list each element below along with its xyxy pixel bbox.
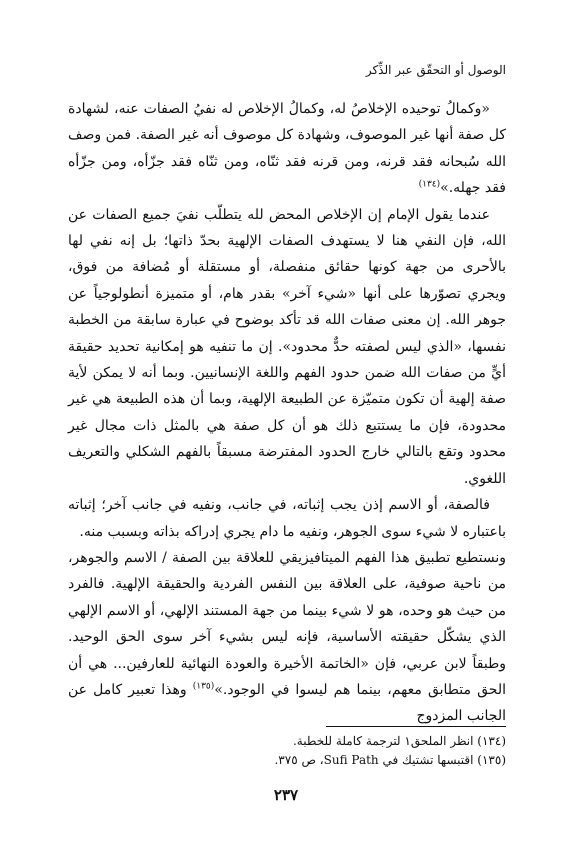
- paragraph-2-text: ونستطيع تطبيق هذا الفهم الميتافيزيقي للعلاقة بين الصفة / الاسم والجوهر، من ناحية صوفية، على العلاقة بين النفس الفردية والحقيقة الإلهية. فالفرد من حيث هو وحده، هو لا شيء بينما من جهة المستند الإلهي، أو الاسم الإلهي الذي يشكّل حقيقته الأساسية، فإنه ليس بشيء آخر سوى الحق الوحيد. وطبقاً لابن عربي، فإن «الخاتمة الأخيرة والعودة النهائية للعارفين... هي أن الحق متطابق معهم، بينما هم ليسوا في الوجود.»: [68, 549, 506, 698]
- page-number: ٢٣٧: [273, 786, 299, 804]
- paragraph-2-tail: وهذا تعبير كامل عن الجانب المزدوج: [68, 681, 506, 725]
- footnote-135-prefix: (١٣٥) اقتبسها تشتيك في: [382, 753, 506, 767]
- footnote-135-book-title: Sufi Path: [323, 753, 379, 767]
- footnote-separator: [326, 726, 506, 727]
- quote-paragraph: [68, 96, 506, 202]
- footnote-135: [68, 751, 506, 770]
- footnote-134: (١٣٤) انظر الملحق١ لترجمة كاملة للخطبة.: [292, 734, 506, 748]
- quote-text: «وكمالُ توحيده الإخلاصُ له، وكمالُ الإخلاص له نفيُ الصفات عنه، لشهادة كل صفة أنها غير الموصوف، وشهادة كل موصوف أنه غير الصفة. فمن وصف الله سُبحانه فقد قرنه، ومن قرنه فقد ثنّاه، ومن ثنّاه فقد جزّأه، ومن جزّأه فقد جهله.»: [68, 101, 506, 197]
- footnotes: [68, 732, 506, 770]
- paragraph-2-continuation: [68, 545, 506, 730]
- paragraph-2-opening: فالصفة، أو الاسم إذن يجب إثباته، في جانب، ونفيه في جانب آخر؛ إثباته باعتباره لا شيء سوى الجوهر، ونفيه ما دام يجري إدراكه بذاته وبسبب منه.: [68, 497, 506, 540]
- footnote-ref-134: (١٣٤): [418, 179, 441, 190]
- footnote-135-suffix: ، ص ٣٧٥.: [274, 753, 324, 767]
- paragraph-1: عندما يقول الإمام إن الإخلاص المحض لله يتطلّب نفيَ جميع الصفات عن الله، فإن النفي هنا لا يستهدف الصفات الإلهية بحدّ ذاتها؛ بل إنه نفي لها بالأحرى من جهة كونها حقائق منفصلة، أو مستقلة أو مُضافة من فوق، ويجري تصوّرها على أنها «شيء آخر» بقدر هام، أو متميزة أنطولوجياً عن جوهر الله. إن معنى صفات الله قد تأكد بوضوح في عبارة سابقة من الخطبة نفسها، «الذي ليس لصفته حدٌّ محدود». إن ما تنفيه هو إمكانية تحديد حقيقة أيٍّ من صفات الله ضمن حدود الفهم واللغة الإنسانيين. وبما أنه لا يمكن لأية صفة إلهية أن تكون متميّزة عن الطبيعة الإلهية، وبما أن هذه الطبيعة هي غير محدودة، فإن ما يستتبع ذلك هو أن كل صفة هي بالمثل ذات مجال غير محدود وتقع بالتالي خارج الحدود المفترضة مسبقاً بالفهم الشكلي والتعريف اللغوي.: [68, 206, 506, 487]
- footnote-ref-135: (١٣٥): [192, 681, 215, 692]
- running-header: الوصول أو التحقّق عبر الذِّكر: [365, 63, 506, 77]
- body-text: [68, 96, 506, 730]
